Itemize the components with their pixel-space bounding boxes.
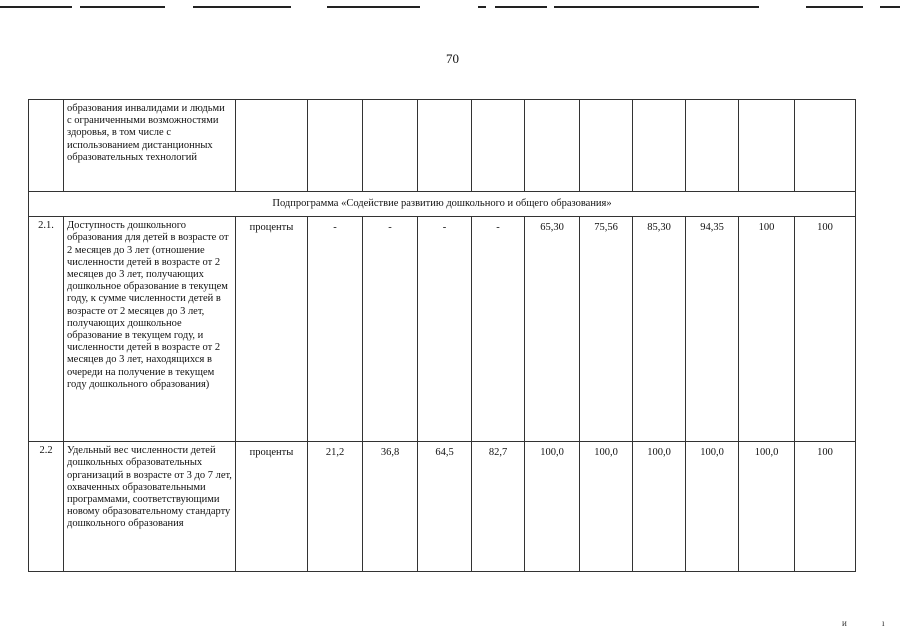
row-value: - [418, 217, 472, 442]
row-unit: проценты [236, 442, 308, 572]
row-value [418, 100, 472, 192]
row-value: 94,35 [686, 217, 739, 442]
subprogram-title: Подпрограмма «Содействие развитию дошкольного и общего образования» [29, 192, 856, 217]
row-value [525, 100, 580, 192]
row-value [686, 100, 739, 192]
row-value: 100,0 [686, 442, 739, 572]
row-number: 2.1. [29, 217, 64, 442]
row-value: 64,5 [418, 442, 472, 572]
table-row [29, 100, 856, 192]
row-value [580, 100, 633, 192]
row-value: - [472, 217, 525, 442]
row-value: - [363, 217, 418, 442]
row-value: 100,0 [580, 442, 633, 572]
subprogram-row [29, 192, 856, 217]
row-value: - [308, 217, 363, 442]
row-value: 100 [739, 217, 795, 442]
row-description: Доступность дошкольного образования для детей в возрасте от 2 месяцев до 3 лет (отношение численности детей в возрасте от 2 месяцев до 3 лет, получающих дошкольное образование в текущем году, к сумме численности детей в возрасте от 2 месяцев до 3 лет, получающих дошкольное образование в текущем году, и численности детей в возрасте от 2 месяцев до 3 лет, находящихся в очереди на получение в текущем году дошкольного образования) [64, 217, 236, 442]
row-value: 36,8 [363, 442, 418, 572]
row-value [308, 100, 363, 192]
row-description: образования инвалидами и людьми с ограниченными возможностями здоровья, в том числе с использованием дистанционных образовательных технологий [64, 100, 236, 192]
row-description: Удельный вес численности детей дошкольных образовательных организаций в возрасте от 3 до 7 лет, охваченных образовательными программами, соответствующими новому образовательному стандарту дошкольного образования [64, 442, 236, 572]
row-value: 100,0 [525, 442, 580, 572]
row-number: 2.2 [29, 442, 64, 572]
row-value [472, 100, 525, 192]
indicators-table [28, 99, 856, 572]
row-value [795, 100, 856, 192]
row-value: 85,30 [633, 217, 686, 442]
table-row [29, 217, 856, 442]
table-row [29, 442, 856, 572]
row-value: 100,0 [739, 442, 795, 572]
corner-mark: ı [882, 618, 885, 628]
row-value: 65,30 [525, 217, 580, 442]
row-number [29, 100, 64, 192]
page-number: 70 [446, 51, 459, 66]
row-value: 82,7 [472, 442, 525, 572]
row-value [739, 100, 795, 192]
row-value: 21,2 [308, 442, 363, 572]
corner-mark: и [842, 618, 847, 628]
row-unit: проценты [236, 217, 308, 442]
row-value [363, 100, 418, 192]
row-value [633, 100, 686, 192]
row-unit [236, 100, 308, 192]
row-value: 75,56 [580, 217, 633, 442]
row-value: 100,0 [633, 442, 686, 572]
row-value: 100 [795, 442, 856, 572]
row-value: 100 [795, 217, 856, 442]
